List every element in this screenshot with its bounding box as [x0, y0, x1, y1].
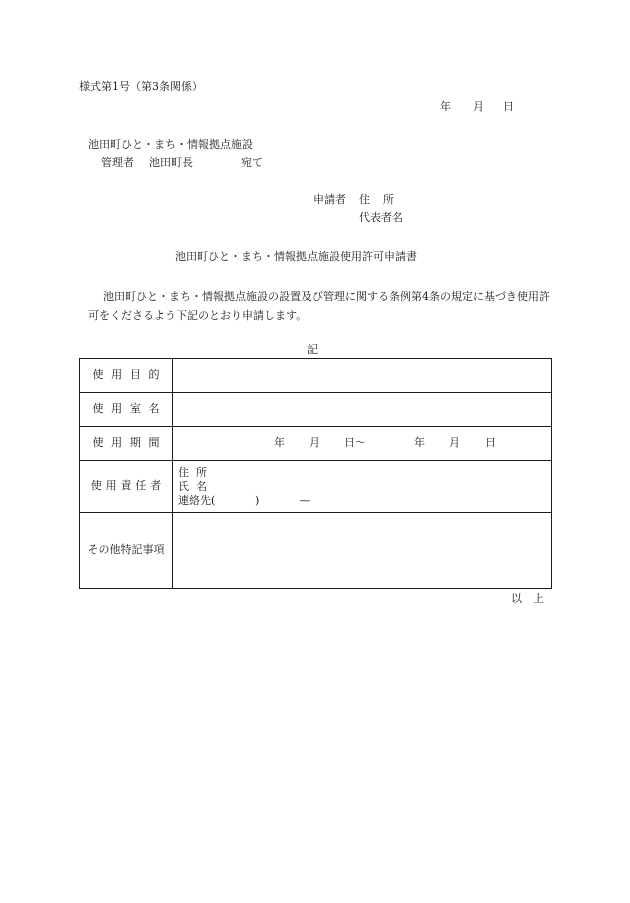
responsible-label-cell — [80, 461, 173, 513]
document-title: 池田町ひと・まち・情報拠点施設使用許可申請書 — [175, 250, 417, 263]
table-row-purpose — [80, 359, 552, 393]
contact-dash: — — [299, 493, 311, 507]
responsible-name-b: 名 — [196, 479, 207, 493]
application-table — [79, 358, 552, 589]
room-label-cell — [80, 393, 173, 427]
date-year: 年 — [440, 100, 451, 113]
form-number: 様式第1号（第3条関係） — [79, 80, 203, 93]
period-day-2: 日 — [485, 436, 496, 449]
contact-paren-open: ( — [211, 493, 216, 507]
responsible-contact-line — [178, 494, 551, 508]
period-year-1: 年 — [274, 436, 285, 449]
period-month-2: 月 — [449, 436, 460, 449]
responsible-address-a: 住 — [178, 465, 189, 479]
applicant-label: 申請者 — [313, 193, 346, 206]
responsible-address-line — [178, 466, 551, 480]
table-row-responsible — [80, 461, 552, 513]
table-row-period — [80, 427, 552, 461]
room-field[interactable] — [173, 393, 552, 427]
room-label: 使用室名 — [92, 402, 168, 416]
responsible-field[interactable] — [173, 461, 552, 513]
date-month: 月 — [473, 100, 484, 113]
manager-name: 池田町長 — [149, 156, 193, 169]
period-month-1: 月 — [309, 436, 320, 449]
notes-label-cell — [80, 513, 173, 589]
table-row-notes — [80, 513, 552, 589]
ki-label: 記 — [307, 343, 318, 356]
date-day: 日 — [503, 100, 514, 113]
honorific: 宛て — [241, 156, 263, 169]
addressee-manager — [101, 156, 263, 171]
manager-label: 管理者 — [101, 156, 134, 169]
purpose-label: 使用目的 — [92, 368, 168, 382]
notes-field[interactable] — [173, 513, 552, 589]
purpose-field[interactable] — [173, 359, 552, 393]
notes-label: その他特記事項 — [87, 543, 165, 557]
period-day-1: 日〜 — [344, 436, 366, 449]
responsible-address-b: 所 — [196, 465, 207, 479]
period-year-2: 年 — [414, 436, 425, 449]
period-label: 使用期間 — [92, 436, 168, 450]
contact-label: 連絡先 — [178, 493, 211, 507]
responsible-name-a: 氏 — [178, 479, 189, 493]
closing-text: 以 上 — [511, 592, 544, 605]
applicant-address — [313, 193, 394, 208]
body-text: 池田町ひと・まち・情報拠点施設の設置及び管理に関する条例第4条の規定に基づき使用許可をくださるよう下記のとおり申請します。 — [88, 290, 550, 322]
applicant-address-b: 所 — [383, 193, 394, 206]
addressee-facility: 池田町ひと・まち・情報拠点施設 — [88, 138, 253, 151]
applicant-representative: 代表者名 — [359, 211, 403, 224]
responsible-label: 使用責任者 — [90, 479, 166, 493]
contact-paren-close: ) — [255, 493, 260, 507]
responsible-name-line — [178, 480, 551, 494]
table-row-room — [80, 393, 552, 427]
date-line — [440, 100, 514, 115]
purpose-label-cell — [80, 359, 173, 393]
applicant-address-a: 住 — [359, 193, 370, 206]
period-field[interactable] — [173, 427, 552, 461]
period-label-cell — [80, 427, 173, 461]
